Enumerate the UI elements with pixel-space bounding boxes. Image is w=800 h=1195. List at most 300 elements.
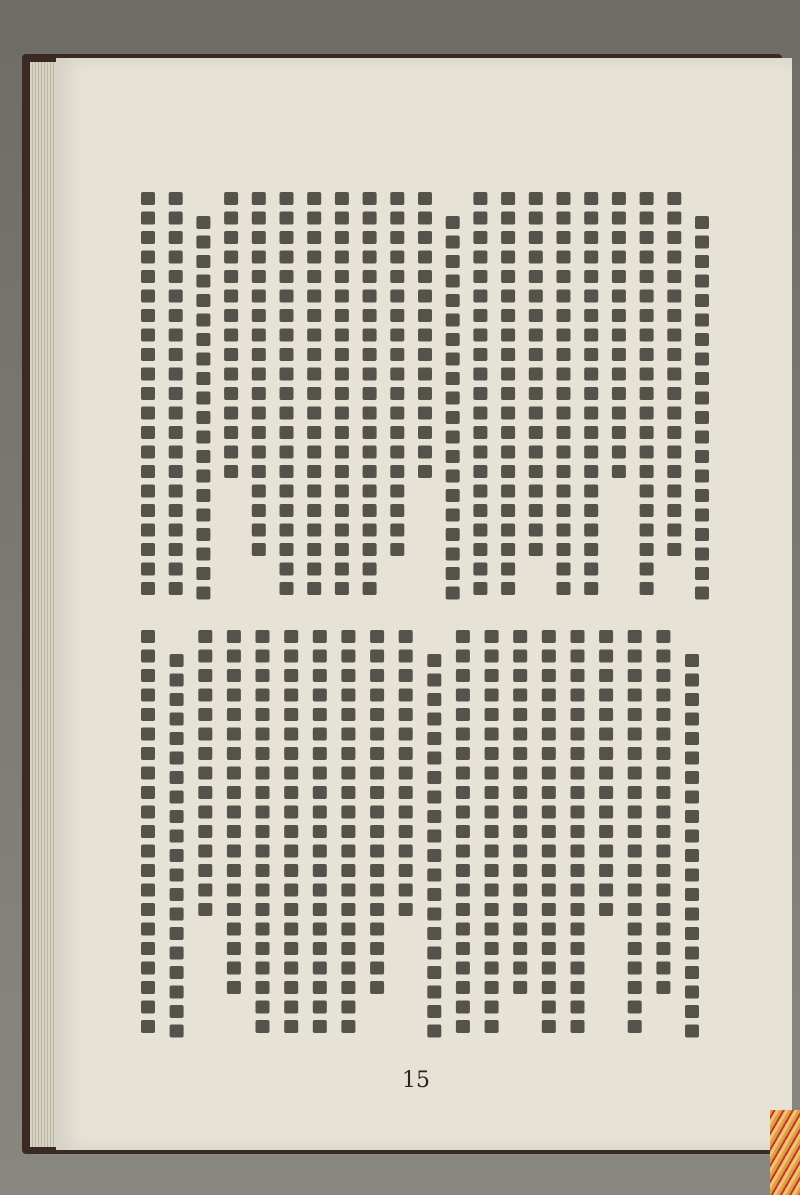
text-glyph: [599, 884, 613, 897]
text-glyph: [640, 426, 654, 439]
text-glyph: [170, 869, 184, 882]
text-glyph: [418, 270, 432, 283]
text-glyph: [542, 884, 556, 897]
text-glyph: [584, 465, 598, 478]
text-glyph: [227, 669, 241, 682]
text-glyph: [427, 966, 441, 979]
text-glyph: [256, 708, 270, 721]
text-glyph: [557, 309, 571, 322]
text-glyph: [542, 962, 556, 975]
text-glyph: [557, 348, 571, 361]
text-glyph: [307, 524, 321, 537]
text-glyph: [256, 689, 270, 702]
text-glyph: [390, 387, 404, 400]
text-glyph: [446, 314, 460, 327]
text-glyph: [170, 947, 184, 960]
text-glyph: [169, 504, 183, 517]
text-glyph: [335, 582, 349, 595]
text-glyph: [685, 752, 699, 765]
text-glyph: [280, 231, 294, 244]
text-glyph: [399, 728, 413, 741]
text-glyph: [280, 270, 294, 283]
text-glyph: [224, 407, 238, 420]
text-glyph: [557, 485, 571, 498]
text-glyph: [599, 650, 613, 663]
text-glyph: [501, 465, 515, 478]
text-glyph: [446, 489, 460, 502]
text-glyph: [628, 1020, 642, 1033]
text-glyph: [141, 485, 155, 498]
text-glyph: [542, 728, 556, 741]
text-glyph: [169, 407, 183, 420]
text-glyph: [370, 669, 384, 682]
text-glyph: [390, 407, 404, 420]
text-glyph: [363, 309, 377, 322]
text-glyph: [473, 192, 487, 205]
text-glyph: [656, 942, 670, 955]
text-glyph: [363, 465, 377, 478]
text-glyph: [141, 329, 155, 342]
text-glyph: [169, 426, 183, 439]
text-glyph: [612, 212, 626, 225]
text-glyph: [685, 713, 699, 726]
text-glyph: [418, 251, 432, 264]
text-glyph: [341, 708, 355, 721]
text-glyph: [612, 407, 626, 420]
text-glyph: [501, 192, 515, 205]
text-glyph: [456, 689, 470, 702]
bookmark-tassel: [770, 1110, 800, 1195]
text-glyph: [427, 810, 441, 823]
text-glyph: [252, 524, 266, 537]
text-glyph: [695, 431, 709, 444]
text-glyph: [485, 981, 499, 994]
text-glyph: [256, 767, 270, 780]
text-glyph: [685, 888, 699, 901]
text-glyph: [198, 669, 212, 682]
text-glyph: [198, 650, 212, 663]
text-glyph: [667, 368, 681, 381]
text-glyph: [196, 236, 210, 249]
text-glyph: [513, 786, 527, 799]
text-glyph: [695, 470, 709, 483]
text-glyph: [695, 411, 709, 424]
text-glyph: [169, 290, 183, 303]
text-glyph: [141, 903, 155, 916]
text-glyph: [335, 543, 349, 556]
text-glyph: [485, 689, 499, 702]
text-glyph: [169, 329, 183, 342]
text-glyph: [256, 825, 270, 838]
text-glyph: [370, 728, 384, 741]
text-glyph: [599, 689, 613, 702]
text-glyph: [685, 830, 699, 843]
text-glyph: [370, 825, 384, 838]
text-glyph: [256, 884, 270, 897]
text-glyph: [335, 504, 349, 517]
text-glyph: [656, 981, 670, 994]
text-glyph: [584, 426, 598, 439]
text-glyph: [557, 582, 571, 595]
text-glyph: [227, 942, 241, 955]
text-glyph: [307, 270, 321, 283]
text-glyph: [542, 689, 556, 702]
text-glyph: [196, 411, 210, 424]
text-glyph: [141, 864, 155, 877]
text-glyph: [341, 981, 355, 994]
text-glyph: [418, 368, 432, 381]
text-glyph: [170, 1025, 184, 1038]
text-glyph: [280, 407, 294, 420]
text-glyph: [418, 465, 432, 478]
text-glyph: [446, 548, 460, 561]
text-glyph: [685, 810, 699, 823]
text-glyph: [427, 654, 441, 667]
text-glyph: [427, 849, 441, 862]
text-glyph: [141, 825, 155, 838]
text-glyph: [280, 504, 294, 517]
text-glyph: [170, 771, 184, 784]
text-glyph: [685, 966, 699, 979]
text-glyph: [313, 903, 327, 916]
text-glyph: [473, 309, 487, 322]
text-glyph: [640, 543, 654, 556]
text-glyph: [307, 192, 321, 205]
text-glyph: [485, 806, 499, 819]
text-glyph: [513, 708, 527, 721]
text-glyph: [390, 348, 404, 361]
text-glyph: [256, 786, 270, 799]
text-glyph: [363, 270, 377, 283]
text-glyph: [399, 806, 413, 819]
text-glyph: [685, 947, 699, 960]
text-glyph: [227, 825, 241, 838]
text-glyph: [252, 485, 266, 498]
text-glyph: [695, 314, 709, 327]
text-glyph: [513, 669, 527, 682]
text-glyph: [571, 786, 585, 799]
text-glyph: [501, 504, 515, 517]
text-glyph: [628, 786, 642, 799]
text-glyph: [501, 251, 515, 264]
text-glyph: [227, 806, 241, 819]
text-glyph: [198, 884, 212, 897]
text-glyph: [169, 446, 183, 459]
text-glyph: [501, 231, 515, 244]
text-glyph: [256, 630, 270, 643]
text-glyph: [280, 387, 294, 400]
lower-text-block: [141, 630, 699, 1038]
text-glyph: [307, 231, 321, 244]
text-glyph: [252, 212, 266, 225]
text-glyph: [628, 825, 642, 838]
text-glyph: [252, 446, 266, 459]
text-glyph: [612, 426, 626, 439]
text-glyph: [456, 747, 470, 760]
text-glyph: [640, 407, 654, 420]
text-glyph: [307, 290, 321, 303]
text-glyph: [628, 630, 642, 643]
text-glyph: [542, 1001, 556, 1014]
text-glyph: [252, 309, 266, 322]
text-glyph: [418, 426, 432, 439]
text-glyph: [485, 650, 499, 663]
text-glyph: [256, 747, 270, 760]
text-glyph: [313, 884, 327, 897]
text-glyph: [169, 465, 183, 478]
text-glyph: [224, 309, 238, 322]
text-glyph: [390, 270, 404, 283]
text-glyph: [599, 903, 613, 916]
text-glyph: [667, 426, 681, 439]
text-glyph: [370, 923, 384, 936]
text-glyph: [612, 329, 626, 342]
text-glyph: [141, 884, 155, 897]
text-glyph: [370, 767, 384, 780]
text-glyph: [473, 348, 487, 361]
text-glyph: [335, 290, 349, 303]
text-glyph: [341, 1020, 355, 1033]
text-glyph: [529, 251, 543, 264]
text-glyph: [446, 392, 460, 405]
text-glyph: [196, 567, 210, 580]
text-glyph: [529, 270, 543, 283]
text-glyph: [640, 231, 654, 244]
text-glyph: [335, 309, 349, 322]
text-glyph: [341, 923, 355, 936]
text-glyph: [141, 231, 155, 244]
text-glyph: [198, 728, 212, 741]
text-glyph: [473, 582, 487, 595]
text-glyph: [335, 192, 349, 205]
text-glyph: [557, 407, 571, 420]
text-glyph: [513, 962, 527, 975]
text-glyph: [557, 231, 571, 244]
text-glyph: [628, 767, 642, 780]
text-glyph: [280, 582, 294, 595]
text-glyph: [685, 674, 699, 687]
text-glyph: [685, 869, 699, 882]
text-glyph: [667, 504, 681, 517]
text-glyph: [280, 446, 294, 459]
text-glyph: [446, 294, 460, 307]
text-glyph: [284, 689, 298, 702]
text-glyph: [485, 669, 499, 682]
text-glyph: [370, 786, 384, 799]
text-glyph: [370, 630, 384, 643]
text-glyph: [501, 309, 515, 322]
text-glyph: [557, 426, 571, 439]
text-glyph: [196, 392, 210, 405]
text-glyph: [656, 903, 670, 916]
text-glyph: [196, 509, 210, 522]
text-glyph: [557, 290, 571, 303]
text-glyph: [252, 543, 266, 556]
text-glyph: [571, 669, 585, 682]
text-glyph: [584, 251, 598, 264]
text-glyph: [571, 864, 585, 877]
text-glyph: [473, 563, 487, 576]
text-glyph: [418, 348, 432, 361]
text-glyph: [196, 372, 210, 385]
text-glyph: [196, 450, 210, 463]
text-glyph: [227, 747, 241, 760]
text-glyph: [169, 309, 183, 322]
text-glyph: [141, 786, 155, 799]
text-glyph: [542, 669, 556, 682]
text-glyph: [695, 275, 709, 288]
text-glyph: [501, 446, 515, 459]
text-glyph: [571, 708, 585, 721]
text-glyph: [341, 1001, 355, 1014]
text-glyph: [695, 509, 709, 522]
text-glyph: [252, 387, 266, 400]
text-glyph: [599, 806, 613, 819]
text-glyph: [341, 786, 355, 799]
text-glyph: [473, 251, 487, 264]
text-glyph: [141, 1001, 155, 1014]
text-glyph: [399, 845, 413, 858]
text-glyph: [656, 728, 670, 741]
text-glyph: [599, 708, 613, 721]
text-glyph: [141, 524, 155, 537]
text-glyph: [341, 767, 355, 780]
text-glyph: [227, 981, 241, 994]
text-glyph: [198, 825, 212, 838]
text-glyph: [446, 275, 460, 288]
text-glyph: [399, 689, 413, 702]
text-glyph: [473, 446, 487, 459]
text-glyph: [473, 270, 487, 283]
text-glyph: [399, 747, 413, 760]
text-glyph: [141, 767, 155, 780]
text-glyph: [557, 212, 571, 225]
text-glyph: [170, 713, 184, 726]
text-glyph: [363, 329, 377, 342]
text-glyph: [307, 387, 321, 400]
text-glyph: [557, 543, 571, 556]
text-glyph: [485, 708, 499, 721]
text-glyph: [427, 1005, 441, 1018]
text-glyph: [390, 251, 404, 264]
text-glyph: [256, 942, 270, 955]
text-glyph: [141, 348, 155, 361]
text-glyph: [390, 368, 404, 381]
text-glyph: [198, 806, 212, 819]
text-glyph: [390, 543, 404, 556]
text-glyph: [141, 251, 155, 264]
text-glyph: [141, 270, 155, 283]
text-glyph: [284, 884, 298, 897]
text-glyph: [584, 524, 598, 537]
text-glyph: [485, 962, 499, 975]
text-glyph: [141, 708, 155, 721]
text-glyph: [571, 767, 585, 780]
text-glyph: [307, 504, 321, 517]
text-glyph: [335, 231, 349, 244]
text-glyph: [227, 689, 241, 702]
text-glyph: [363, 212, 377, 225]
text-glyph: [513, 806, 527, 819]
text-glyph: [456, 767, 470, 780]
text-glyph: [256, 923, 270, 936]
text-glyph: [513, 942, 527, 955]
text-glyph: [307, 485, 321, 498]
text-glyph: [341, 630, 355, 643]
upper-text-block: [141, 192, 709, 600]
text-glyph: [141, 728, 155, 741]
text-glyph: [169, 582, 183, 595]
text-glyph: [335, 270, 349, 283]
text-glyph: [427, 791, 441, 804]
text-glyph: [446, 333, 460, 346]
text-glyph: [313, 708, 327, 721]
text-glyph: [529, 426, 543, 439]
text-glyph: [456, 942, 470, 955]
text-glyph: [363, 504, 377, 517]
text-glyph: [427, 927, 441, 940]
text-glyph: [667, 524, 681, 537]
text-glyph: [284, 1001, 298, 1014]
text-glyph: [599, 825, 613, 838]
text-glyph: [370, 845, 384, 858]
text-glyph: [612, 387, 626, 400]
text-glyph: [363, 387, 377, 400]
text-glyph: [307, 348, 321, 361]
text-glyph: [695, 216, 709, 229]
text-glyph: [599, 669, 613, 682]
text-glyph: [485, 903, 499, 916]
text-glyph: [695, 353, 709, 366]
text-glyph: [446, 353, 460, 366]
text-glyph: [542, 923, 556, 936]
text-glyph: [446, 587, 460, 600]
text-glyph: [584, 563, 598, 576]
text-glyph: [307, 368, 321, 381]
text-glyph: [224, 348, 238, 361]
text-glyph: [169, 543, 183, 556]
text-glyph: [529, 387, 543, 400]
text-glyph: [227, 767, 241, 780]
text-glyph: [473, 231, 487, 244]
text-glyph: [256, 845, 270, 858]
text-glyph: [612, 309, 626, 322]
text-glyph: [335, 465, 349, 478]
text-glyph: [656, 708, 670, 721]
text-glyph: [280, 524, 294, 537]
text-glyph: [256, 650, 270, 663]
text-glyph: [252, 270, 266, 283]
text-glyph: [685, 791, 699, 804]
text-glyph: [280, 251, 294, 264]
text-glyph: [170, 888, 184, 901]
text-glyph: [313, 669, 327, 682]
text-glyph: [141, 962, 155, 975]
text-glyph: [399, 884, 413, 897]
text-glyph: [196, 489, 210, 502]
text-glyph: [571, 942, 585, 955]
text-glyph: [427, 947, 441, 960]
text-glyph: [390, 524, 404, 537]
text-glyph: [628, 942, 642, 955]
text-glyph: [628, 884, 642, 897]
text-glyph: [196, 353, 210, 366]
text-glyph: [363, 348, 377, 361]
text-glyph: [685, 654, 699, 667]
text-glyph: [542, 786, 556, 799]
text-glyph: [335, 524, 349, 537]
text-glyph: [612, 192, 626, 205]
